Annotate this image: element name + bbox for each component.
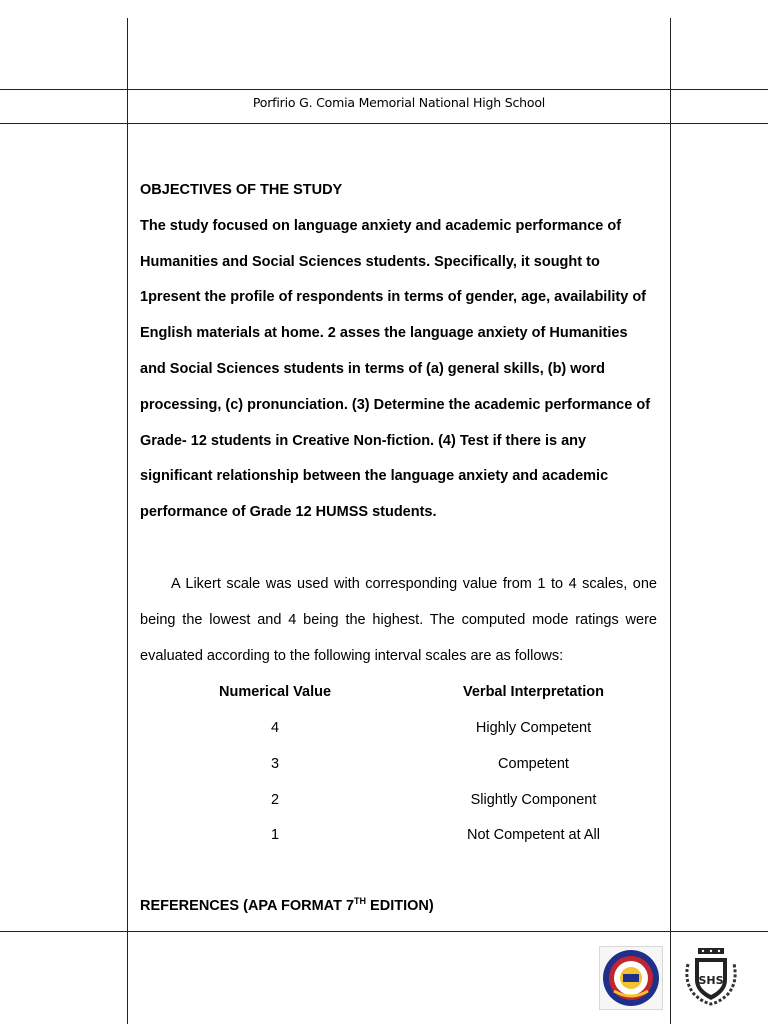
likert-paragraph: A Likert scale was used with corresponding value from 1 to 4 scales, one being the lowest and 4 being the highest. The computed mode ratings were evaluated according to the following interval scales are as follows: [140,575,657,664]
references-heading-prefix: REFERENCES (APA FORMAT 7 [140,898,355,915]
crest-letters: SHS [698,974,724,987]
table-row [140,710,657,746]
table-row [140,782,657,818]
objectives-heading: OBJECTIVES OF THE STUDY [140,182,343,198]
verbal-interpretation-cell: Competent [498,755,569,772]
header-bottom-line [0,123,768,124]
document-body [140,173,657,925]
numerical-value-header: Numerical Value [218,684,332,701]
right-margin-line [670,18,671,1024]
objectives-paragraph: The study focused on language anxiety and academic performance of Humanities and Social Sciences students. Specifically, it sought to 1present the profile of respondents in terms of gender, age, availability of English materials at home. 2 asses the language anxiety of Humanities and Social Sciences students in terms of (a) general skills, (b) word processing, (c) pronunciation. (3) Determine the academic performance of Grade- 12 students in Creative Non-fiction. (4) Test if there is any significant relationship between the language anxiety and academic performance of Grade 12 HUMSS students. [140,217,651,521]
verbal-interpretation-header: Verbal Interpretation [462,684,604,701]
references-heading-superscript: TH [354,896,367,907]
numerical-value-cell: 3 [270,755,280,772]
shs-crest-icon [680,942,742,1008]
table-row [140,746,657,782]
school-seal-icon [599,946,663,1010]
interval-scale-table [140,674,657,853]
references-heading [140,889,657,925]
verbal-interpretation-cell: Highly Competent [475,720,592,737]
numerical-value-cell: 4 [270,720,280,737]
left-margin-line [127,18,128,1024]
footer-top-line [0,931,768,932]
numerical-value-cell: 2 [270,791,280,808]
verbal-interpretation-cell: Not Competent at All [467,827,600,844]
table-header-row [140,674,657,710]
header-top-line [0,89,768,90]
table-row [140,818,657,854]
references-heading-suffix: EDITION) [366,898,434,915]
numerical-value-cell: 1 [270,827,280,844]
verbal-interpretation-cell: Slightly Component [470,791,597,808]
school-name: Porfirio G. Comia Memorial National High School [252,95,546,110]
